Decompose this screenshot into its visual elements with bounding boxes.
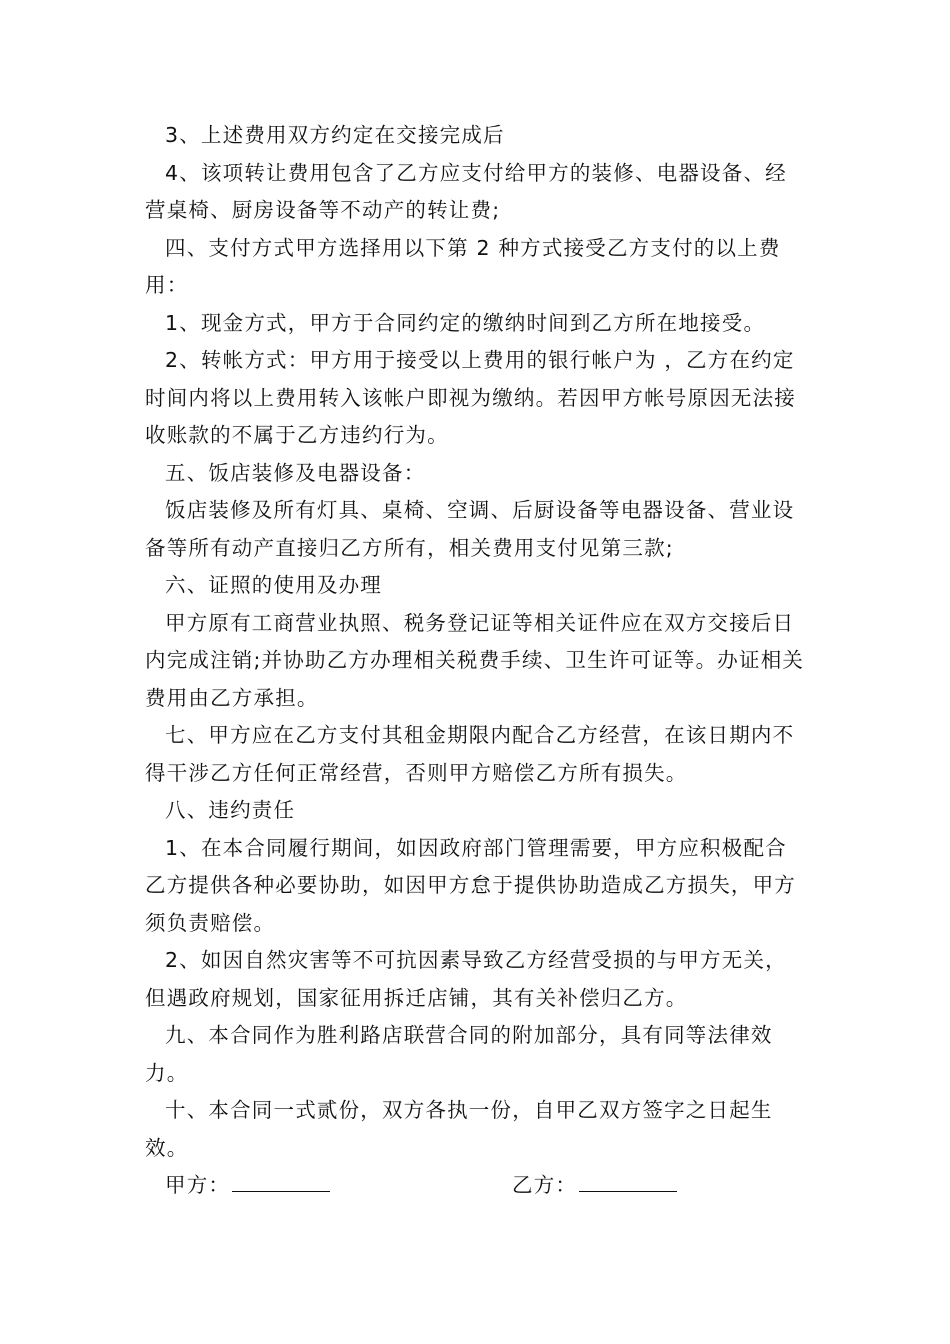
party-b-label: 乙方： bbox=[512, 1173, 578, 1197]
section-7-text: 七、甲方应在乙方支付其租金期限内配合乙方经营，在该日期内不得干涉乙方任何正常经营，否则甲方赔偿乙方所有损失。 bbox=[145, 723, 795, 785]
party-b-signature-line[interactable] bbox=[579, 1167, 677, 1192]
party-a-signature-line[interactable] bbox=[232, 1167, 330, 1192]
paragraph-4: 4、该项转让费用包含了乙方应支付给甲方的装修、电器设备、经营桌椅、厨房设备等不动产的转让费; bbox=[145, 160, 787, 222]
signature-row bbox=[145, 1167, 807, 1207]
party-b-signature bbox=[512, 1167, 677, 1205]
section-5-text: 饭店装修及所有灯具、桌椅、空调、后厨设备等电器设备、营业设备等所有动产直接归乙方所有，相关费用支付见第三款; bbox=[145, 498, 795, 560]
party-a-label: 甲方： bbox=[165, 1173, 231, 1197]
contract-body bbox=[145, 117, 807, 1207]
liability-2: 2、如因自然灾害等不可抗因素导致乙方经营受损的与甲方无关，但遇政府规划，国家征用拆迁店铺，其有关补偿归乙方。 bbox=[145, 948, 787, 1010]
liability-1: 1、在本合同履行期间，如因政府部门管理需要，甲方应积极配合乙方提供各种必要协助，如因甲方怠于提供协助造成乙方损失，甲方须负责赔偿。 bbox=[145, 835, 796, 935]
payment-cash: 1、现金方式，甲方于合同约定的缴纳时间到乙方所在地接受。 bbox=[165, 310, 766, 335]
payment-transfer: 2、转帐方式：甲方用于接受以上费用的银行帐户为 ，乙方在约定时间内将以上费用转入该帐户即视为缴纳。若因甲方帐号原因无法接收账款的不属于乙方违约行为。 bbox=[145, 348, 796, 447]
section-6-text: 甲方原有工商营业执照、税务登记证等相关证件应在双方交接后日内完成注销;并协助乙方办理相关税费手续、卫生许可证等。办证相关费用由乙方承担。 bbox=[145, 610, 805, 710]
section-10-text: 十、本合同一式贰份，双方各执一份，自甲乙双方签字之日起生效。 bbox=[145, 1098, 773, 1160]
paragraph-3: 3、上述费用双方约定在交接完成后 bbox=[165, 123, 505, 147]
section-6-heading: 六、证照的使用及办理 bbox=[165, 573, 382, 597]
party-a-signature bbox=[165, 1167, 330, 1205]
section-8-heading: 八、违约责任 bbox=[165, 798, 296, 822]
section-5-heading: 五、饭店装修及电器设备： bbox=[165, 460, 426, 485]
section-9-text: 九、本合同作为胜利路店联营合同的附加部分，具有同等法律效力。 bbox=[145, 1023, 773, 1085]
section-4-payment: 四、支付方式甲方选择用以下第 2 种方式接受乙方支付的以上费用： bbox=[145, 235, 781, 297]
